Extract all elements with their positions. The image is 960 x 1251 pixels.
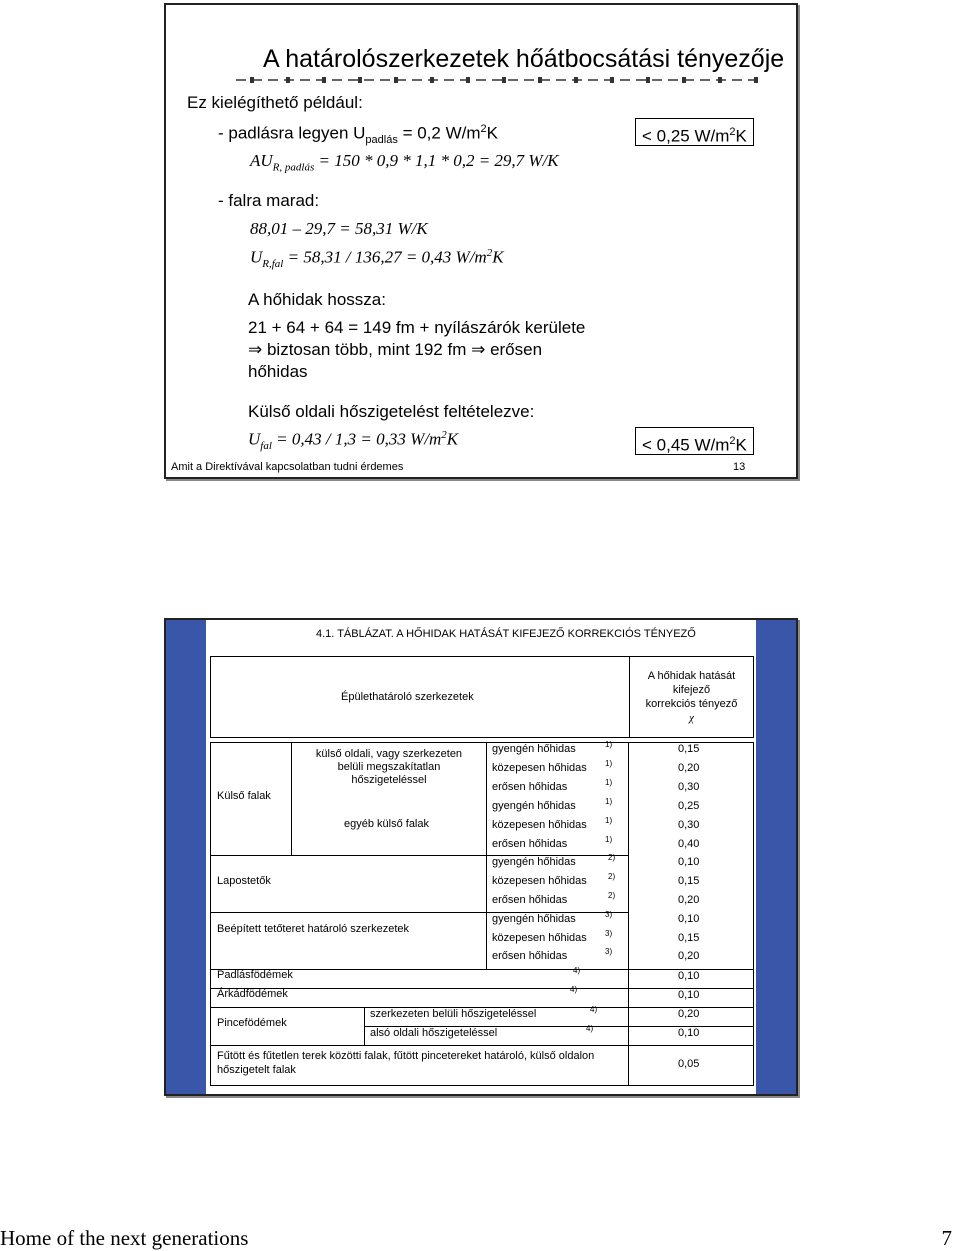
row-label-arkad: Árkádfödémek <box>217 988 288 1000</box>
slide-number: 13 <box>733 461 746 473</box>
implies-icon: ⇒ <box>248 340 263 359</box>
page-footer-text: Home of the next generations <box>0 1226 249 1250</box>
slide-title: A határolószerkezetek hőátbocsátási tényezője <box>263 45 785 73</box>
pince-sub-1: szerkezeten belüli hőszigeteléssel <box>370 1008 537 1020</box>
pince-sub-2: alsó oldali hőszigeteléssel <box>370 1027 498 1039</box>
ufal-formula: $U_{fal} = 0,43 / 1,3 = 0,33$ $W/m^2K$ <box>248 429 459 453</box>
row-label-kulso-falak: Külső falak <box>217 790 271 802</box>
au-formula: $AU_{R, padlás} = 150 * 0,9 * 1,1 * 0,2 = 29,7$ W/K <box>250 151 559 174</box>
row-label-padlas: Padlásfödémek <box>217 969 293 981</box>
padlas-line: - padlásra legyen $U_{padlás} = 0,2$ $W/m^2K$ <box>218 123 498 147</box>
right-blue-bar <box>756 620 796 1094</box>
table-slide: 4.1. TÁBLÁZAT. A HŐHIDAK HATÁSÁT KIFEJEZŐ KORREKCIÓS TÉNYEZŐ Épülethatároló szerkezetek A hőhidak hatását kifejező korrekciós tényező χ Külső falak külső oldali, vagy szerkezeten belüli megszakítatlan hőszigeteléssel egyéb külső falak Lapostetők Beépített tetőteret határoló szerkezetek Padlásfödémek Árkádfödémek Pincefödémek szerkezeten belüli hőszigeteléssel alsó oldali hőszigeteléssel Fűtött és fűtetlen terek közötti falak, fűtött pincetereket határoló, külső oldalon hőszigetelt falak gyengén hőhidas 1) 0,15 közepesen hőhidas 1) 0,20 erősen hőhidas 1) 0,30 gyengén hőhidas 1) 0,25 közepesen hőhidas 1) 0,30 erősen hőhidas 1) 0,40 gyengén hőhidas 2) 0,10 közepesen hőhidas 2) 0,15 erősen hőhidas 2) 0,20 gyengén hőhidas 3) 0,10 közepesen hőhidas 3) 0,15 erősen hőhidas 3) 0,20 4) 0,10 4) 0,10 4) 0,20 4) 0,10 0,05 <box>164 618 798 1096</box>
hohid-title: A hőhidak hossza: <box>248 290 386 309</box>
slide-13 <box>164 3 798 479</box>
page-number: 7 <box>941 1226 952 1250</box>
implies-icon: ⇒ <box>471 340 486 359</box>
kulso-subgroup-2: egyéb külső falak <box>344 818 429 830</box>
table-header <box>210 656 754 738</box>
row-label-pince: Pincefödémek <box>217 1017 287 1029</box>
hohid-line-2: ⇒ biztosan több, mint 192 fm ⇒ erősen <box>248 340 543 359</box>
calc-line: 88,01 – 29,7 = 58,31 W/K <box>250 219 428 238</box>
fal-label: - falra marad: <box>218 191 320 210</box>
limit-box-fal: < 0,45 $W/m^2K$ <box>635 427 754 455</box>
title-underline <box>236 77 761 83</box>
hohid-line-1: 21 + 64 + 64 = 149 fm + nyílászárók kerülete <box>248 318 586 337</box>
header-right: A hőhidak hatását kifejező korrekciós tényező χ <box>645 670 738 724</box>
row-label-lapostetok: Lapostetők <box>217 875 271 887</box>
left-blue-bar <box>166 620 206 1094</box>
kulso-subgroup-1: külső oldali, vagy szerkezeten belüli megszakítatlan hőszigeteléssel <box>315 748 463 786</box>
slide-footer-text: Amit a Direktívával kapcsolatban tudni érdemes <box>171 461 404 473</box>
row-label-futott: Fűtött és fűtetlen terek közötti falak, fűtött pincetereket határoló, külső oldalon hőszigetelt falak <box>217 1050 595 1076</box>
ur-formula: $U_{R,fal} = 58,31 / 136,27 = 0,43$ $W/m^2K$ <box>250 247 504 271</box>
row-label-beepitett: Beépített tetőteret határoló szerkezetek <box>217 923 410 935</box>
intro-text: Ez kielégíthető például: <box>187 93 363 112</box>
kulso-title: Külső oldali hőszigetelést feltételezve: <box>248 402 535 421</box>
limit-box-padlas: < 0,25 $W/m^2K$ <box>635 118 754 146</box>
header-left: Épülethatároló szerkezetek <box>341 691 474 703</box>
table-title: 4.1. TÁBLÁZAT. A HŐHIDAK HATÁSÁT KIFEJEZŐ KORREKCIÓS TÉNYEZŐ <box>316 628 696 640</box>
value-column-divider <box>628 742 629 1086</box>
hohid-line-3: hőhidas <box>248 362 308 381</box>
